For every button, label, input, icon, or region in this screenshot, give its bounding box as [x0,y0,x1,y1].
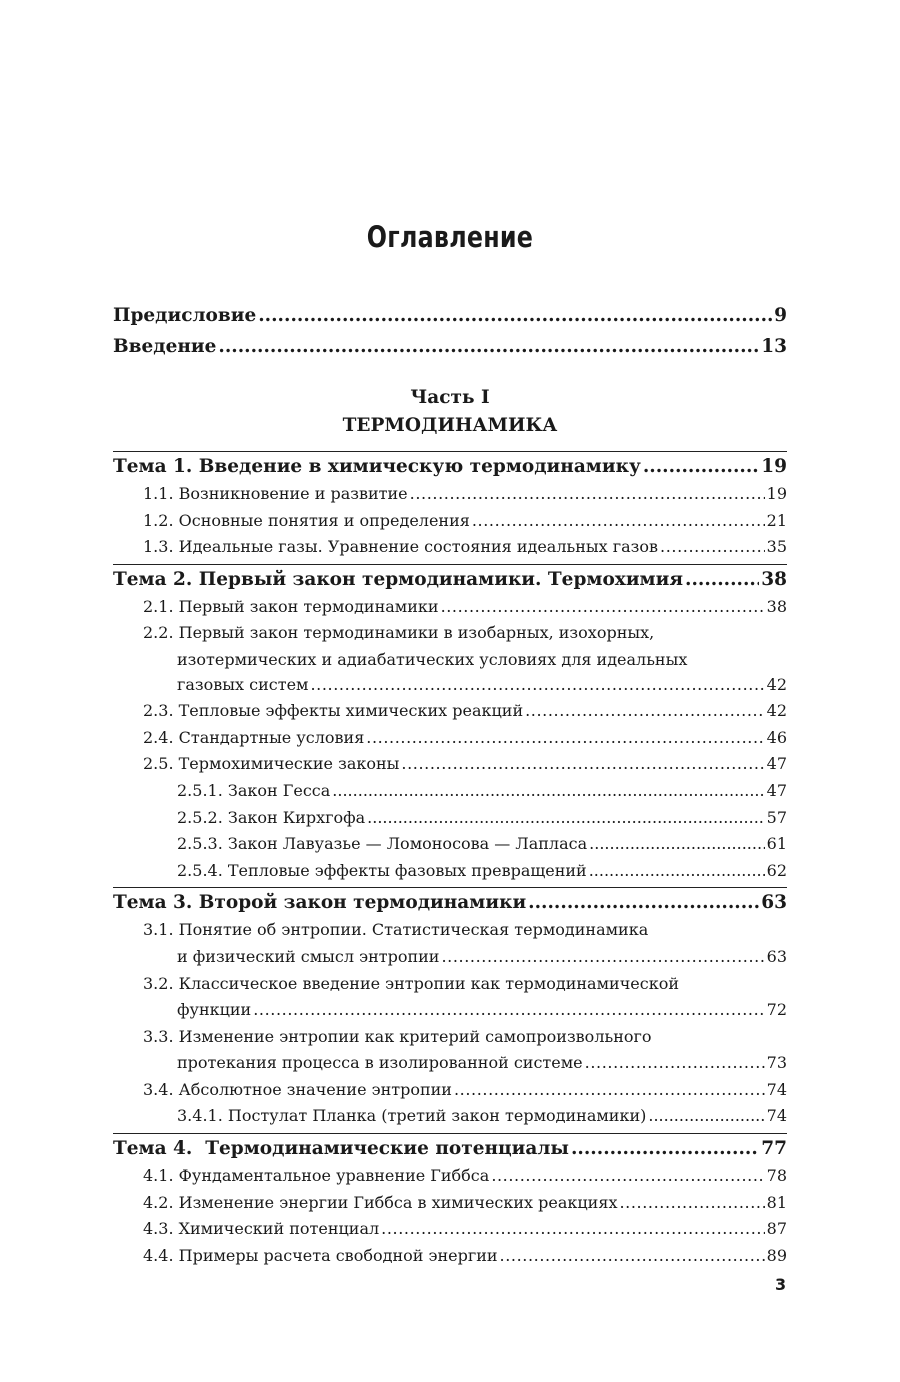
toc-item-continuation-row[interactable] [113,1000,787,1027]
toc-item-label: 2.5.2. Закон Кирхгофа [177,807,366,827]
toc-item[interactable] [113,484,787,511]
toc-theme-label: Тема 2. Первый закон термодинамики. Термохимия [113,568,684,590]
toc-item-page: 78 [766,1166,787,1186]
toc-item[interactable] [113,511,787,538]
toc-item-label: и физический смысл энтропии [177,946,440,966]
toc-item-page: 47 [766,780,787,800]
dot-leader [258,305,772,326]
toc-item-page: 73 [766,1053,787,1073]
toc-item-continuation-row[interactable] [113,1053,787,1080]
dot-leader [643,456,759,477]
toc-entry-label: Предисловие [113,305,257,326]
toc-theme-label: Тема 4. Термодинамические потенциалы [113,1138,569,1160]
dot-leader [441,597,765,616]
toc-item[interactable] [113,701,787,728]
dot-leader [619,1193,764,1212]
toc-item-label: 3.1. Понятие об энтропии. Статистическая термодинамика [143,920,649,940]
toc-item[interactable] [113,537,787,564]
toc-subitem[interactable] [113,834,787,861]
toc-item-label: 2.1. Первый закон термодинамики [143,596,439,616]
toc-item-label: 4.3. Химический потенциал [143,1219,380,1239]
toc-theme-page: 63 [761,892,787,914]
toc-item-page: 61 [766,834,787,854]
table-of-contents [113,305,787,1272]
toc-item-page: 81 [766,1192,787,1212]
toc-item[interactable] [113,1246,787,1273]
dot-leader [648,1106,764,1125]
dot-leader [310,675,764,694]
toc-item-page: 35 [766,537,787,557]
dot-leader [660,537,765,556]
toc-item-page: 57 [766,807,787,827]
toc-item-multiline[interactable] [113,974,787,1001]
toc-item-page: 72 [766,1000,787,1020]
toc-item-label: 2.5.3. Закон Лавуазье — Ломоносова — Лапласа [177,834,588,854]
page-number: 3 [775,1275,787,1294]
toc-item-label: 4.4. Примеры расчета свободной энергии [143,1245,498,1265]
dot-leader [401,754,764,773]
toc-theme-label: Тема 3. Второй закон термодинамики [113,892,527,914]
toc-item-page: 87 [766,1219,787,1239]
toc-item-page: 42 [766,701,787,721]
toc-subitem[interactable] [113,1106,787,1133]
toc-item-label: 2.4. Стандартные условия [143,727,365,747]
toc-item-label: 1.1. Возникновение и развитие [143,484,408,503]
toc-item-label: 3.2. Классическое введение энтропии как термодинамической [143,973,679,993]
toc-subitem[interactable] [113,861,787,888]
dot-leader [525,701,765,720]
toc-item[interactable] [113,1193,787,1220]
toc-item-page: 63 [766,946,787,966]
toc-item[interactable] [113,754,787,781]
dot-leader [472,511,765,530]
toc-item-label: протекания процесса в изолированной системе [177,1053,583,1073]
toc-item[interactable] [113,597,787,624]
toc-item-page: 42 [766,674,787,694]
dot-leader [332,781,764,800]
toc-item-label: 1.2. Основные понятия и определения [143,510,470,530]
dot-leader [500,1246,765,1265]
toc-item-label: 3.4.1. Постулат Планка (третий закон термодинамики) [177,1106,647,1126]
dot-leader [367,808,764,827]
toc-item-label: 4.1. Фундаментальное уравнение Гиббса [143,1166,490,1186]
dot-leader [253,1000,764,1019]
part-name: ТЕРМОДИНАМИКА [342,415,558,436]
toc-item-page: 46 [766,727,787,747]
toc-item-page: 21 [766,510,787,530]
toc-item-page: 38 [766,596,787,616]
toc-theme-1[interactable] [113,451,787,484]
toc-item-label: функции [177,1000,252,1020]
toc-entry-preface[interactable] [113,305,787,336]
toc-item-page: 89 [766,1245,787,1265]
toc-item-page: 19 [766,484,787,503]
dot-leader [454,1080,765,1099]
toc-subitem[interactable] [113,808,787,835]
toc-item-label: 2.2. Первый закон термодинамики в изобарных, изохорных, [143,623,655,643]
toc-item-multiline[interactable] [113,920,787,947]
toc-item-label: 2.5.4. Тепловые эффекты фазовых превращений [177,860,587,880]
toc-theme-4[interactable] [113,1133,787,1166]
toc-theme-2[interactable] [113,564,787,597]
dot-leader [585,1053,765,1072]
dot-leader [218,336,759,357]
toc-item-multiline[interactable] [113,623,787,650]
toc-entry-page: 9 [774,305,787,326]
dot-leader [589,834,765,853]
toc-item-label: 1.3. Идеальные газы. Уравнение состояния идеальных газов [143,537,659,557]
toc-item[interactable] [113,1166,787,1193]
toc-item-label: 3.4. Абсолютное значение энтропии [143,1079,452,1099]
toc-subitem[interactable] [113,781,787,808]
page-title: Оглавление [366,220,534,254]
toc-item-page: 62 [766,860,787,880]
toc-theme-3[interactable] [113,887,787,920]
toc-entry-page: 13 [761,336,787,357]
toc-item-label: 2.3. Тепловые эффекты химических реакций [143,701,524,721]
toc-item-label: 2.5. Термохимические законы [143,754,400,774]
toc-theme-label: Тема 1. Введение в химическую термодинамику [113,456,641,477]
part-number: Часть I [410,387,490,408]
dot-leader [381,1219,765,1238]
dot-leader [571,1138,759,1159]
toc-item-continuation-row[interactable] [113,947,787,974]
dot-leader [366,728,764,747]
toc-theme-page: 77 [761,1138,787,1160]
toc-item-multiline[interactable] [113,1027,787,1054]
toc-item-page: 74 [766,1106,787,1126]
toc-item-page: 47 [766,754,787,774]
toc-item[interactable] [113,1080,787,1107]
dot-leader [410,484,765,503]
dot-leader [528,892,759,913]
toc-item-label: 2.5.1. Закон Гесса [177,780,331,800]
toc-theme-page: 38 [761,568,787,590]
toc-item-label: газовых систем [177,674,309,694]
dot-leader [441,947,764,966]
toc-item-label: 3.3. Изменение энтропии как критерий самопроизвольного [143,1026,652,1046]
dot-leader [685,569,759,590]
toc-item-continuation-row[interactable] [113,675,787,702]
toc-item-page: 74 [766,1079,787,1099]
dot-leader [491,1166,764,1185]
toc-item[interactable] [113,1219,787,1246]
toc-item-label: 4.2. Изменение энергии Гиббса в химических реакциях [143,1192,618,1212]
dot-leader [589,861,765,880]
toc-item-continuation: изотермических и адиабатических условиях для идеальных [177,649,688,669]
toc-theme-page: 19 [761,456,787,477]
toc-entry-introduction[interactable] [113,336,787,367]
toc-entry-label: Введение [113,336,217,357]
toc-item[interactable] [113,728,787,755]
